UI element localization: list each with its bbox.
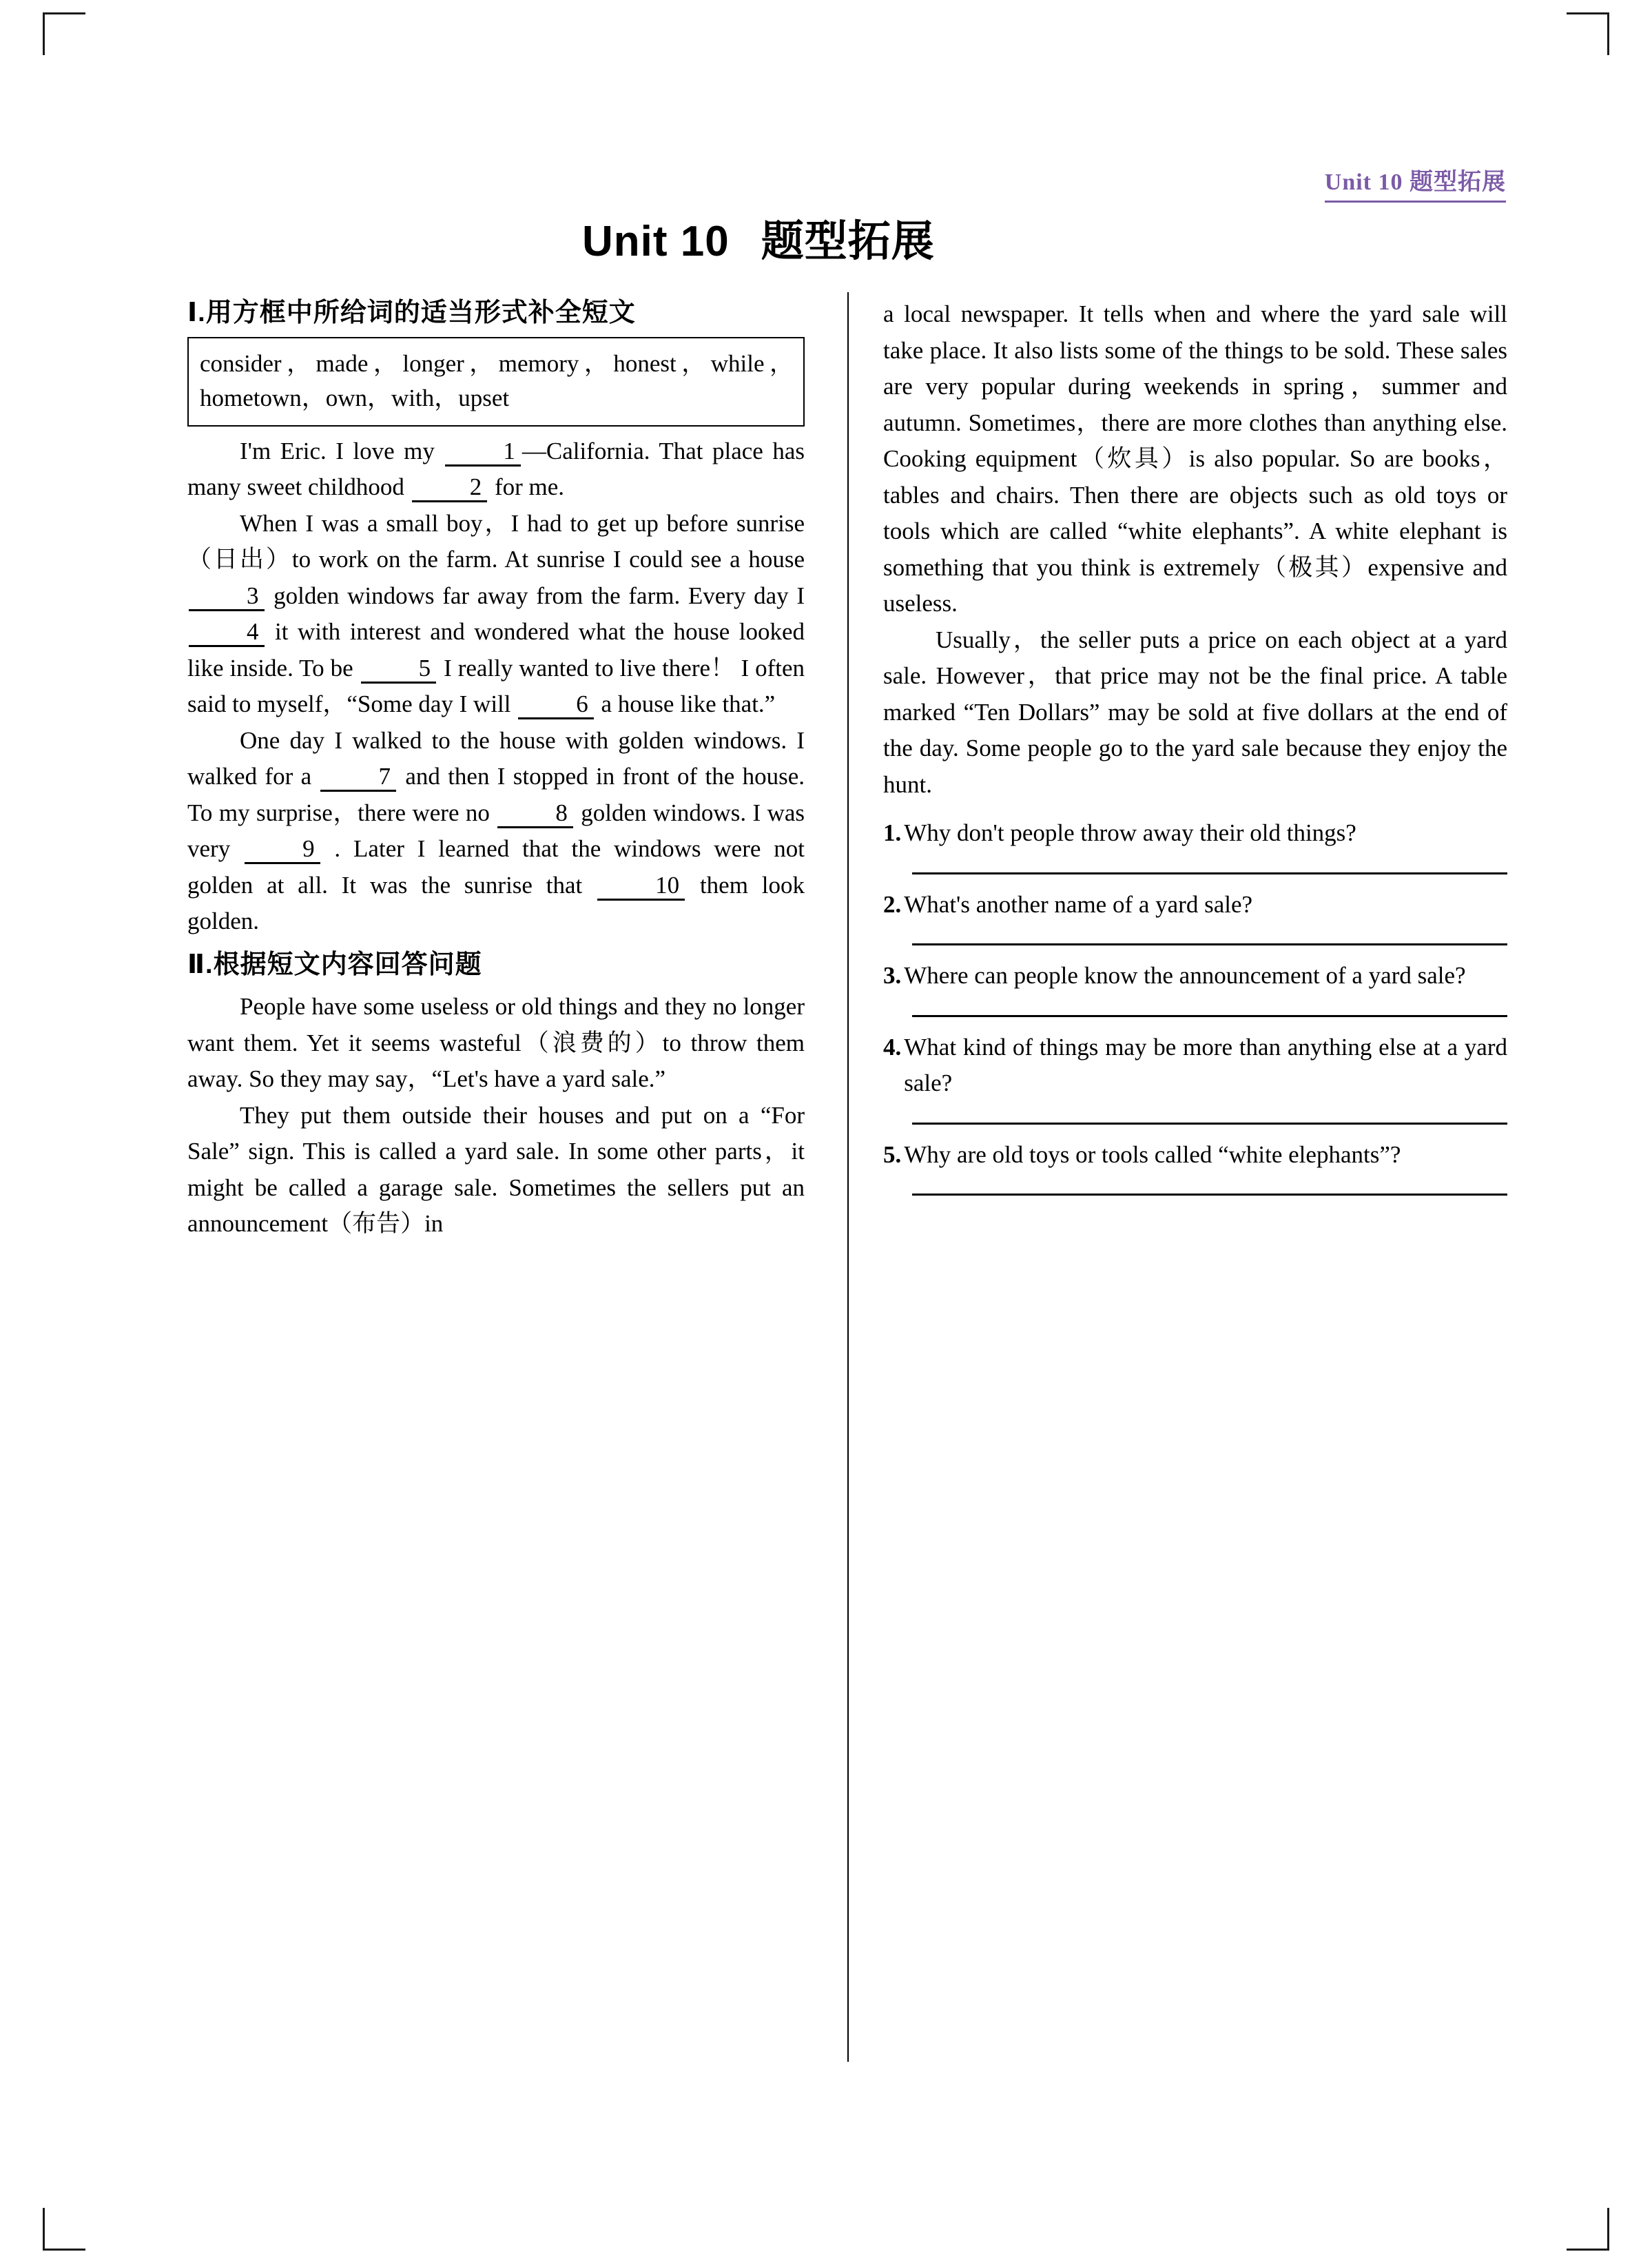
column-divider — [847, 292, 849, 2062]
question-text: Why don't people throw away their old things? — [904, 819, 1356, 846]
cloze-blank-6[interactable]: 6 — [518, 692, 594, 719]
list-item — [883, 958, 1507, 994]
cloze-blank-8[interactable]: 8 — [497, 801, 573, 828]
cloze-blank-1[interactable]: 1 — [445, 439, 521, 467]
page-title-unit: Unit 10 — [582, 218, 730, 265]
column-gap — [812, 296, 883, 2102]
running-header — [1325, 163, 1506, 203]
cloze-blank-10[interactable]: 10 — [597, 873, 685, 901]
question-block — [883, 1030, 1507, 1125]
running-header-label: Unit 10 题型拓展 — [1324, 170, 1506, 195]
cloze-paragraph-2: When I was a small boy，I had to get up before sunrise（日出）to work on the farm. At sunrise I could see a house 3 golden windows far away from the farm. Every day I4 it with interest and wondered what the house looked like inside. To be 5 I really wanted to live there！ I often said to myself，“Some day I will 6 a house like that.” — [187, 506, 805, 723]
question-text: What kind of things may be more than anything else at a yard sale? — [904, 1033, 1507, 1096]
question-text: Where can people know the announcement of a yard sale? — [904, 962, 1466, 989]
crop-mark-bottom-right — [1567, 2208, 1609, 2251]
question-text: Why are old toys or tools called “white elephants”? — [904, 1140, 1401, 1168]
list-item — [883, 815, 1507, 852]
reading-paragraph-2-part: They put them outside their houses and put on a “For Sale” sign. This is called a yard sale. In some other parts，it might be called a garage sale. Sometimes the sellers put an announcement（布告）in — [187, 1101, 805, 1238]
reading-paragraph-2-cont: a local newspaper. It tells when and where the yard sale will take place. It also lists some of the things to be sold. These sales are very popular during weekends in spring，summer and autumn. Sometimes，there are more clothes than anything else. Cooking equipment（炊具）is also popular. So are books，tables and chairs. Then there are objects such as old toys or tools which are called “white elephants”. A white elephant is something that you think is extremely（极其）expensive and useless. — [883, 300, 1507, 617]
question-block — [883, 1137, 1507, 1196]
section-two-heading: Ⅱ.根据短文内容回答问题 — [187, 950, 482, 979]
crop-mark-bottom-left — [43, 2208, 85, 2251]
left-column — [187, 296, 812, 2102]
word-bank-box: consider，made，longer，memory，honest，while，hometown，own，with，upset — [187, 337, 805, 426]
page-title — [582, 207, 935, 268]
cloze-blank-4[interactable]: 4 — [189, 619, 265, 647]
cloze-blank-2[interactable]: 2 — [412, 475, 488, 502]
reading-paragraph-3: Usually，the seller puts a price on each object at a yard sale. However，that price may not be the final price. A table marked “Ten Dollars” may be sold at five dollars at the end of the day. Some people go to the yard sale because they enjoy the hunt. — [883, 626, 1507, 798]
question-text: What's another name of a yard sale? — [904, 890, 1253, 918]
right-column — [883, 296, 1507, 2102]
cloze-blank-9[interactable]: 9 — [245, 837, 320, 864]
question-block — [883, 887, 1507, 946]
answer-line[interactable] — [912, 1194, 1507, 1196]
answer-line[interactable] — [912, 1015, 1507, 1017]
answer-line[interactable] — [912, 943, 1507, 945]
cloze-paragraph-3: One day I walked to the house with golden windows. I walked for a 7 and then I stopped in front of the house. To my surprise，there were no 8 golden windows. I was very 9 . Later I learned that the windows were not golden at all. It was the sunrise that 10 them look golden. — [187, 726, 805, 935]
page-columns — [187, 296, 1507, 2102]
question-list — [883, 815, 1507, 1196]
answer-line[interactable] — [912, 1123, 1507, 1125]
question-block — [883, 815, 1507, 874]
page-title-chinese: 题型拓展 — [761, 218, 935, 265]
cloze-paragraph-1: I'm Eric. I love my 1 —California. That place has many sweet childhood 2 for me. — [187, 433, 805, 506]
cloze-blank-7[interactable]: 7 — [320, 764, 396, 792]
cloze-blank-3[interactable]: 3 — [189, 584, 265, 611]
crop-mark-top-left — [43, 12, 85, 55]
question-block — [883, 958, 1507, 1017]
section-one-heading: Ⅰ.用方框中所给词的适当形式补全短文 — [187, 298, 636, 327]
answer-line[interactable] — [912, 872, 1507, 874]
question-number: 1. — [883, 819, 902, 846]
question-number: 2. — [883, 890, 902, 918]
question-number: 4. — [883, 1033, 902, 1061]
reading-paragraph-1: People have some useless or old things and they no longer want them. Yet it seems wasteful（浪费的）to throw them away. So they may say，“Let's have a yard sale.” — [187, 993, 805, 1093]
running-header-rule — [1325, 201, 1506, 203]
crop-mark-top-right — [1567, 12, 1609, 55]
question-number: 5. — [883, 1140, 902, 1168]
list-item — [883, 1030, 1507, 1102]
list-item — [883, 887, 1507, 923]
list-item — [883, 1137, 1507, 1174]
cloze-blank-5[interactable]: 5 — [361, 656, 437, 684]
question-number: 3. — [883, 962, 902, 989]
